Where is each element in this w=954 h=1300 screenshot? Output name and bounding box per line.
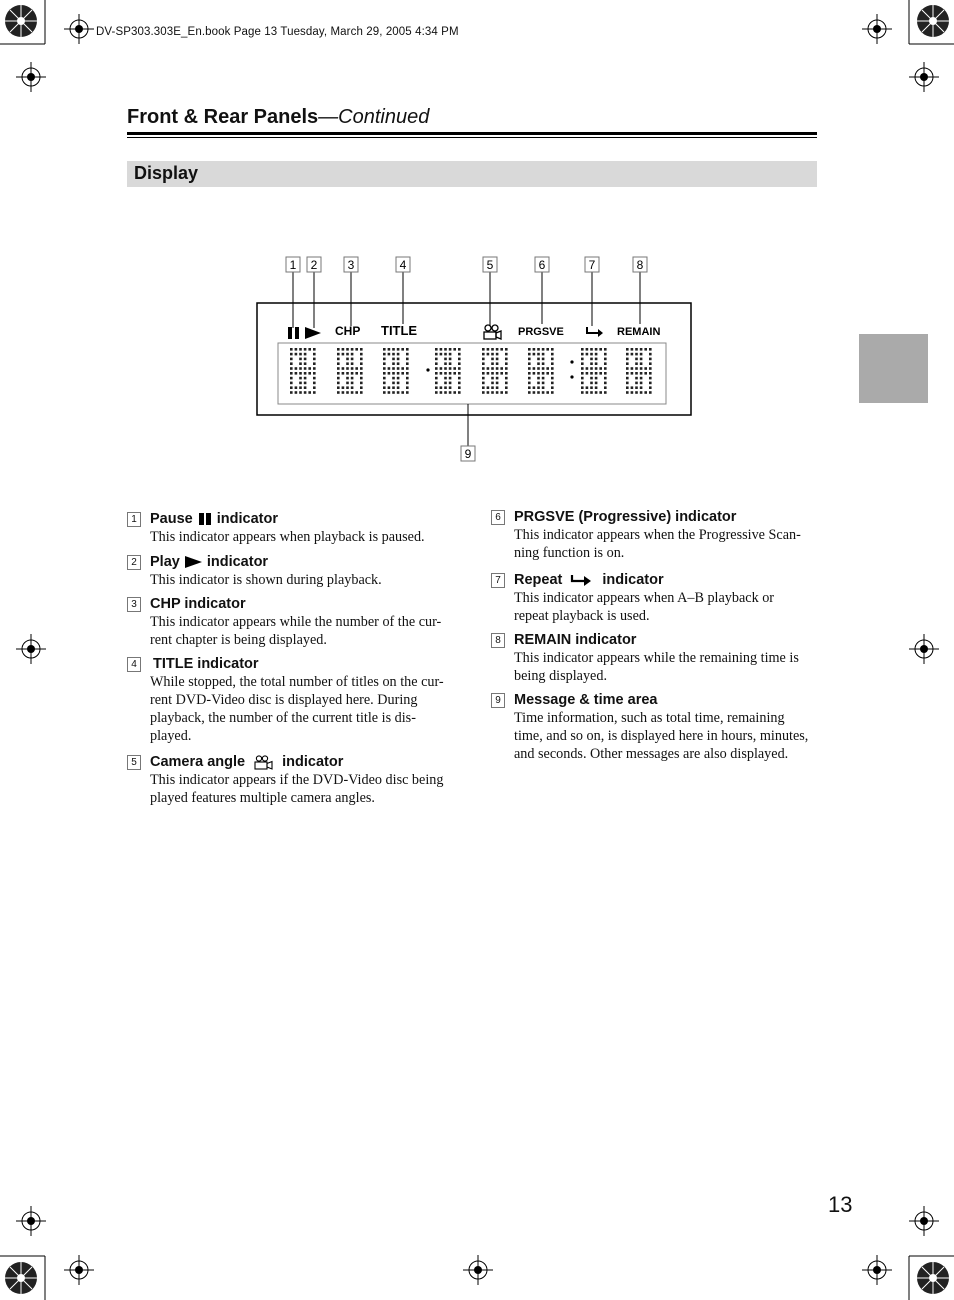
title-rule-thin: [127, 137, 817, 138]
book-header-info: DV-SP303.303E_En.book Page 13 Tuesday, March 29, 2005 4:34 PM: [96, 26, 459, 38]
item-heading: Camera angle indicator: [150, 754, 344, 770]
item-heading: REMAIN indicator: [514, 632, 637, 648]
corner-target-icon: [916, 4, 950, 38]
item-description: This indicator appears if the DVD-Video disc being played features multiple camera angles.: [150, 772, 444, 806]
item-heading: CHP indicator: [150, 596, 246, 612]
crosshair-icon: [909, 62, 939, 92]
crosshair-icon: [909, 1206, 939, 1236]
crosshair-icon: [16, 62, 46, 92]
callout-number: 6: [538, 258, 546, 272]
crosshair-icon: [64, 14, 94, 44]
item-heading: TITLE indicator: [153, 656, 259, 672]
crosshair-icon: [862, 1255, 892, 1285]
title-rule: [127, 132, 817, 135]
item-description: This indicator appears while the number of the cur- rent chapter is being displayed.: [150, 614, 442, 648]
repeat-icon: [570, 574, 592, 586]
callout-number: 9: [464, 447, 472, 461]
item-number: 2: [127, 555, 141, 570]
page-title: Front & Rear Panels—Continued: [127, 106, 430, 128]
callout-number: 7: [588, 258, 596, 272]
play-marker: [426, 368, 429, 371]
side-tab: [859, 334, 928, 403]
callout-number: 4: [399, 258, 407, 272]
remain-label: REMAIN: [617, 326, 661, 338]
section-heading-bar: [127, 161, 817, 187]
callout-number: 2: [310, 258, 318, 272]
section-heading: Display: [134, 163, 199, 183]
item-description: This indicator appears while the remaining time is being displayed.: [514, 650, 799, 684]
item-heading: Play indicator: [150, 554, 269, 570]
item-number: 9: [491, 693, 505, 708]
item-heading: PRGSVE (Progressive) indicator: [514, 509, 737, 525]
chp-label: CHP: [335, 324, 361, 338]
corner-target-icon: [4, 4, 38, 38]
item-description: This indicator appears when playback is paused.: [150, 529, 425, 545]
callout-number: 5: [486, 258, 494, 272]
display-panel-illustration: [250, 250, 700, 465]
callout-number: 8: [636, 258, 644, 272]
crosshair-icon: [463, 1255, 493, 1285]
item-number: 4: [127, 657, 141, 672]
callout-number: 3: [347, 258, 355, 272]
play-icon: [185, 556, 202, 568]
title-suffix: —Continued: [318, 106, 430, 128]
display-diagram: [250, 250, 700, 465]
item-description: This indicator is shown during playback.: [150, 572, 382, 588]
crosshair-icon: [909, 634, 939, 664]
colon-dot: [570, 360, 573, 363]
item-number: 8: [491, 633, 505, 648]
item-description: While stopped, the total number of titles on the cur- rent DVD-Video disc is displayed here. During playback, the number of the current title is dis- played.: [150, 674, 444, 744]
crosshair-icon: [862, 14, 892, 44]
item-number: 7: [491, 573, 505, 588]
item-number: 3: [127, 597, 141, 612]
item-heading: Repeat indicator: [514, 572, 664, 588]
page-number: 13: [828, 1192, 853, 1217]
left-column: [127, 510, 467, 820]
item-number: 6: [491, 510, 505, 525]
prgsve-label: PRGSVE: [518, 326, 564, 338]
item-heading: Pause indicator: [150, 511, 278, 527]
item-number: 1: [127, 512, 141, 527]
title-label: TITLE: [381, 323, 418, 338]
crosshair-icon: [16, 634, 46, 664]
colon-dot: [570, 375, 573, 378]
pause-icon: [198, 513, 212, 525]
item-description: This indicator appears when A–B playback or repeat playback is used.: [514, 590, 775, 624]
crosshair-icon: [16, 1206, 46, 1236]
callout-number: 1: [289, 258, 297, 272]
item-description: Time information, such as total time, remaining time, and so on, is displayed here in hours, minutes, and seconds. Other messages are also displayed.: [514, 710, 809, 762]
crosshair-icon: [64, 1255, 94, 1285]
right-column: [491, 508, 831, 778]
corner-target-icon: [916, 1261, 950, 1295]
corner-target-icon: [4, 1261, 38, 1295]
camera-angle-icon: [254, 755, 274, 770]
item-heading: Message & time area: [514, 692, 658, 708]
item-number: 5: [127, 755, 141, 770]
item-description: This indicator appears when the Progressive Scan- ning function is on.: [514, 527, 801, 561]
